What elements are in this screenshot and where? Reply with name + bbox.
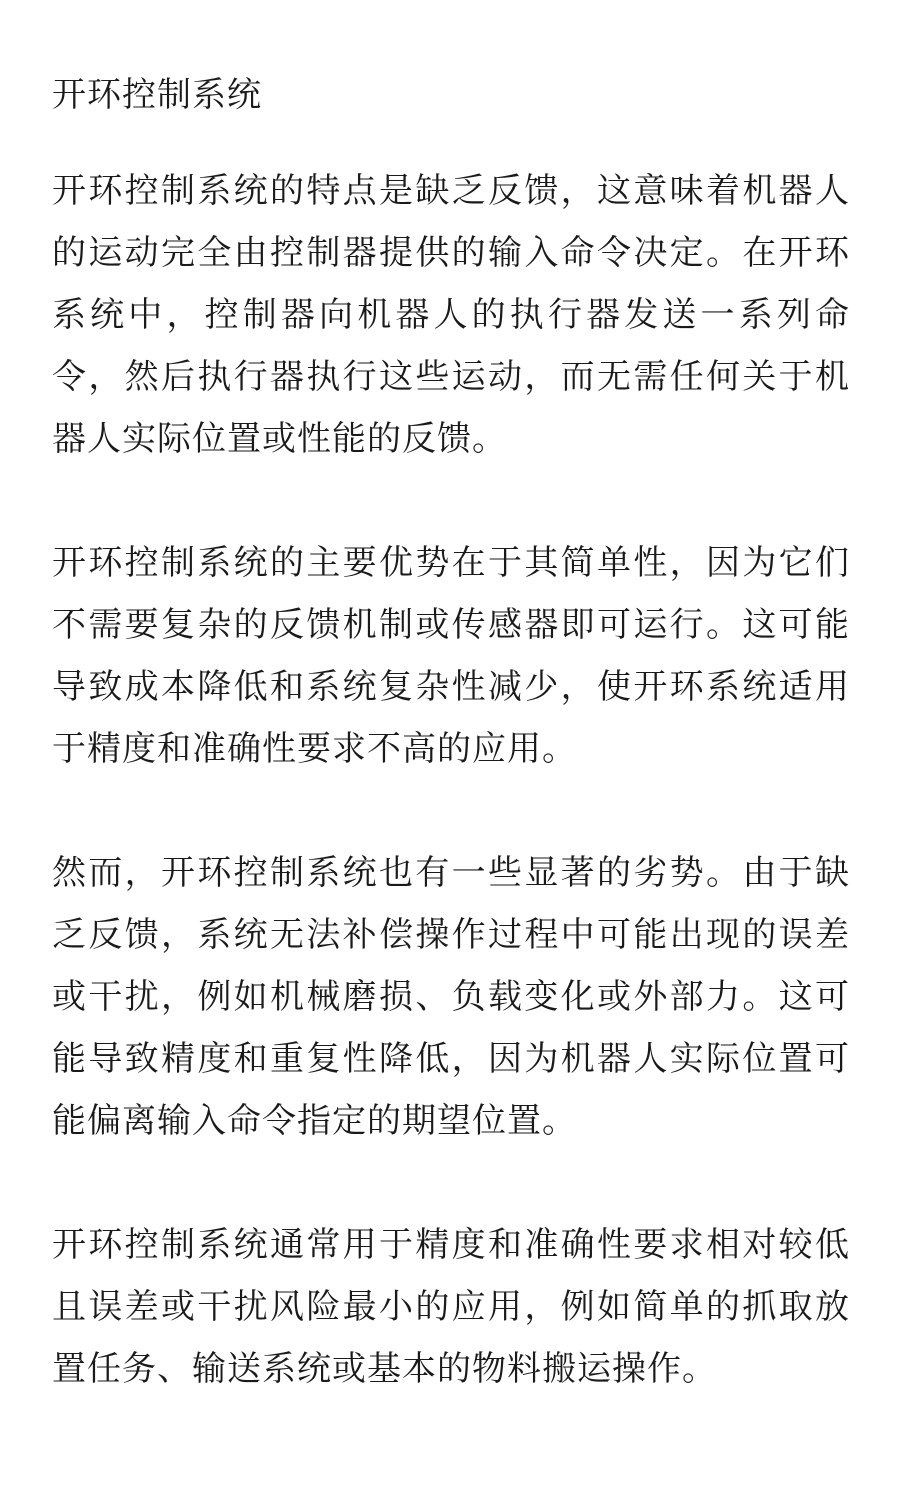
paragraph-3: 然而，开环控制系统也有一些显著的劣势。由于缺乏反馈，系统无法补偿操作过程中可能出现的误差或干扰，例如机械磨损、负载变化或外部力。这可能导致精度和重复性降低，因为机器人实际位置可能偏离输入命令指定的期望位置。 bbox=[52, 853, 850, 1141]
paragraph-4: 开环控制系统通常用于精度和准确性要求相对较低且误差或干扰风险最小的应用，例如简单的抓取放置任务、输送系统或基本的物料搬运操作。 bbox=[52, 1225, 850, 1389]
paragraph-1: 开环控制系统的特点是缺乏反馈，这意味着机器人的运动完全由控制器提供的输入命令决定。在开环系统中，控制器向机器人的执行器发送一系列命令，然后执行器执行这些运动，而无需任何关于机器人实际位置或性能的反馈。 bbox=[52, 171, 850, 459]
article-title: 开环控制系统 bbox=[52, 75, 262, 115]
paragraph-2: 开环控制系统的主要优势在于其简单性，因为它们不需要复杂的反馈机制或传感器即可运行。这可能导致成本降低和系统复杂性减少，使开环系统适用于精度和准确性要求不高的应用。 bbox=[52, 543, 850, 769]
